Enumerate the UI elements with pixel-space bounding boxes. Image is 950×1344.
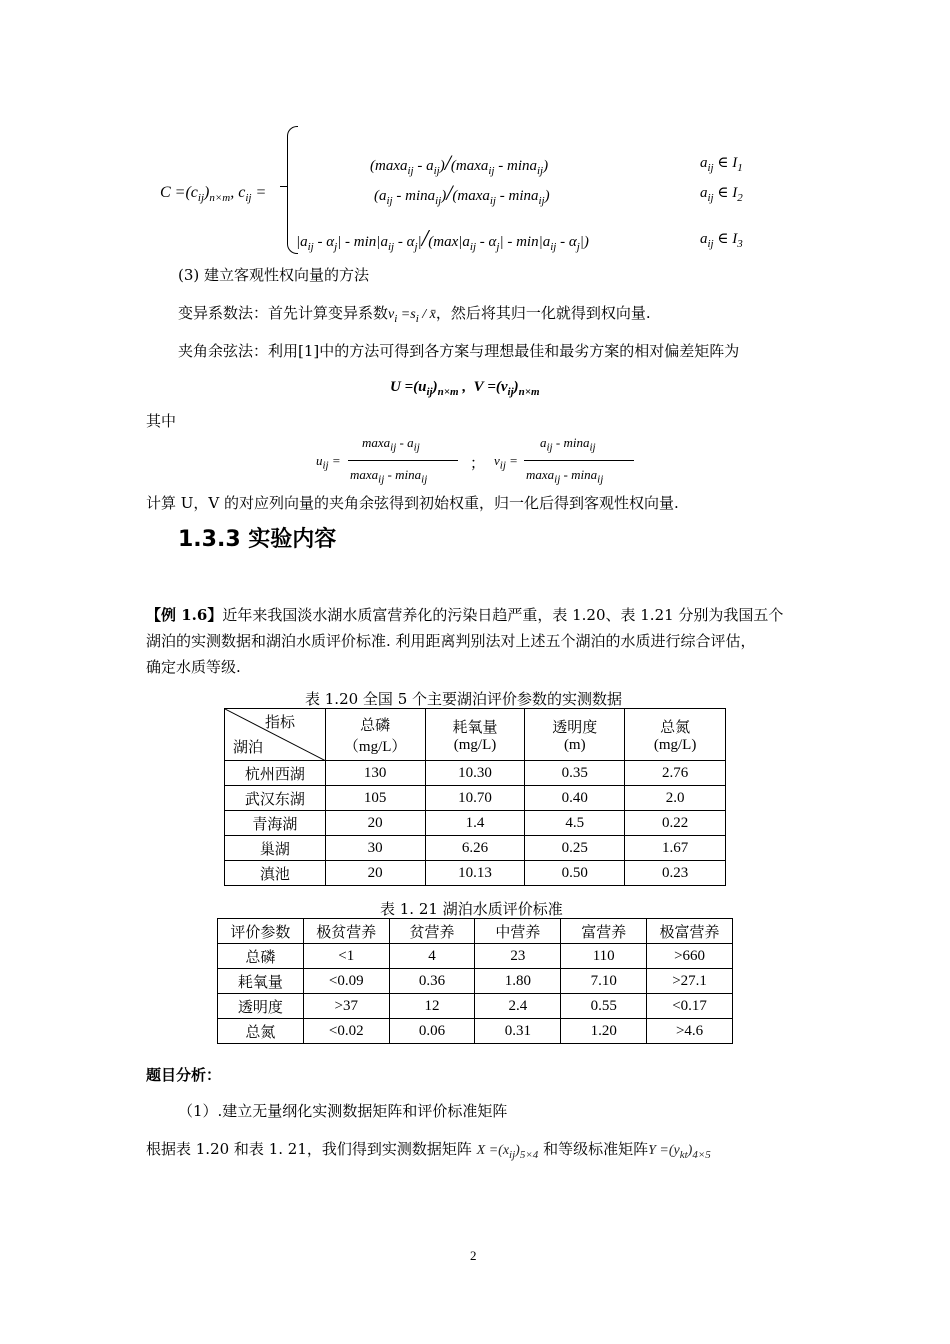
table-cell: >4.6 (647, 1019, 733, 1044)
table-row (218, 969, 733, 994)
formula-brace-tip (280, 186, 288, 187)
table-cell: 武汉东湖 (225, 786, 326, 811)
table-cell: 1.20 (561, 1019, 647, 1044)
uv-formula: $U =(u_{ij})_{n\times m}$ , $V =(v_{ij})_{n\times m}$ (390, 379, 540, 398)
table-cell: 4.5 (525, 811, 625, 836)
formula-row3: $|a_{ij} - \alpha_j| - \min|a_{ij} - \alpha_j|/(\max|a_{ij} - \alpha_j| - \min|a_{ij} - \alpha_j|)$ (296, 226, 589, 253)
table-cell: 6.26 (425, 836, 525, 861)
example-tag: 【例 1.6】 (146, 606, 223, 624)
table-cell: 1.80 (475, 969, 561, 994)
analysis-title: 题目分析： (146, 1066, 222, 1084)
table-cell: 110 (561, 944, 647, 969)
formula-row3-cond: $a_{ij}$ ∈ $I_3$ (700, 231, 743, 250)
table2-header-row (218, 919, 733, 944)
table-header-cell: 中营养 (475, 919, 561, 944)
table1-header-cell: 总磷 （mg/L） (325, 709, 425, 761)
table-row (225, 836, 726, 861)
table-cell: 20 (325, 861, 425, 886)
table-cell: 青海湖 (225, 811, 326, 836)
table-header-cell: 极富营养 (647, 919, 733, 944)
table1-corner-cell (225, 709, 326, 761)
table-cell: 10.13 (425, 861, 525, 886)
v-def-lhs: $v_{ij}$ = (494, 453, 518, 472)
analysis-line: 根据表 1.20 和表 1. 21，我们得到实测数据矩阵 $X =(x_{ij})_{5\times 4}$ 和等级标准矩阵$Y =(y_{kt})_{4\times 5}$ (146, 1140, 711, 1161)
calc-line: 计算 U，V 的对应列向量的夹角余弦得到初始权重，归一化后得到客观性权向量. (146, 494, 679, 512)
table-cell: 0.23 (625, 861, 726, 886)
table-cell: 23 (475, 944, 561, 969)
table-cell: 透明度 (218, 994, 304, 1019)
table-cell: 1.67 (625, 836, 726, 861)
table-cell: 总氮 (218, 1019, 304, 1044)
y-matrix-formula: $Y =(y_{kt})_{4\times 5}$ (648, 1143, 711, 1161)
example-line3: 确定水质等级. (146, 658, 241, 676)
formula-c-lhs: $C =(c_{ij})_{n\times m}$, $c_{ij}$ = (160, 184, 267, 205)
table-cell: 巢湖 (225, 836, 326, 861)
cv-line: 变异系数法：首先计算变异系数$v_i =s_i$ / x̄，然后将其归一化就得到权向量. (178, 304, 651, 325)
formula-row2: $(a_{ij} - \min a_{ij})/(\max a_{ij} - \min a_{ij})$ (374, 180, 550, 207)
u-def-fraction-bar (348, 460, 458, 461)
table-cell: 10.70 (425, 786, 525, 811)
page-number: 2 (470, 1248, 477, 1263)
table-row (225, 761, 726, 786)
section3-heading: (3) 建立客观性权向量的方法 (178, 266, 370, 284)
table-row (225, 786, 726, 811)
table-cell: >660 (647, 944, 733, 969)
table-cell: >27.1 (647, 969, 733, 994)
cos-line: 夹角余弦法：利用[1]中的方法可得到各方案与理想最佳和最劣方案的相对偏差矩阵为 (178, 342, 740, 360)
table-cell: 0.35 (525, 761, 625, 786)
table2 (217, 918, 733, 1044)
table-header-cell: 极贫营养 (303, 919, 389, 944)
table-cell: 总磷 (218, 944, 304, 969)
table-cell: 10.30 (425, 761, 525, 786)
table-cell: 130 (325, 761, 425, 786)
table-header-cell: 评价参数 (218, 919, 304, 944)
where-label: 其中 (146, 412, 177, 430)
v-def-den: maxa$_{ij}$ - mina$_{ij}$ (526, 467, 604, 486)
table-cell: 2.76 (625, 761, 726, 786)
table-cell: 7.10 (561, 969, 647, 994)
table-row (218, 994, 733, 1019)
table-cell: <1 (303, 944, 389, 969)
table-cell: 2.4 (475, 994, 561, 1019)
uv-separator: ； (470, 454, 486, 472)
table-cell: 30 (325, 836, 425, 861)
table-row (218, 944, 733, 969)
table-cell: 2.0 (625, 786, 726, 811)
table1-corner-top: 指标 (265, 715, 296, 731)
u-def-lhs: $u_{ij}$ = (316, 453, 341, 472)
formula-row2-cond: $a_{ij}$ ∈ $I_2$ (700, 185, 743, 204)
example-line1: 【例 1.6】近年来我国淡水湖水质富营养化的污染日趋严重，表 1.20、表 1.21 分别为我国五个 (146, 606, 784, 624)
table-cell: 0.25 (525, 836, 625, 861)
table-cell: 0.36 (389, 969, 475, 994)
example-line2: 湖泊的实测数据和湖泊水质评价标准. 利用距离判别法对上述五个湖泊的水质进行综合评估， (146, 632, 756, 650)
formula-row1-cond: $a_{ij}$ ∈ $I_1$ (700, 155, 743, 174)
table-cell: 滇池 (225, 861, 326, 886)
table1-header-cell: 耗氧量 (mg/L) (425, 709, 525, 761)
table-cell: 105 (325, 786, 425, 811)
table1 (224, 708, 726, 886)
table-cell: <0.09 (303, 969, 389, 994)
table-row (218, 1019, 733, 1044)
table-cell: 4 (389, 944, 475, 969)
table1-corner-bottom: 湖泊 (233, 740, 264, 756)
table-cell: 0.40 (525, 786, 625, 811)
x-matrix-formula: $X =(x_{ij})_{5\times 4}$ (476, 1143, 539, 1161)
table-cell: <0.02 (303, 1019, 389, 1044)
table-header-cell: 富营养 (561, 919, 647, 944)
table-cell: 0.31 (475, 1019, 561, 1044)
table2-caption: 表 1. 21 湖泊水质评价标准 (380, 900, 563, 918)
table1-header-row (225, 709, 726, 761)
table-cell: 杭州西湖 (225, 761, 326, 786)
table-cell: 0.50 (525, 861, 625, 886)
u-def-den: maxa$_{ij}$ - mina$_{ij}$ (350, 467, 428, 486)
table1-header-cell: 透明度 (m) (525, 709, 625, 761)
v-def-num: $a_{ij} - \min a_{ij}$ (540, 435, 596, 454)
table-cell: 0.22 (625, 811, 726, 836)
v-def-fraction-bar (524, 460, 634, 461)
table-cell: 1.4 (425, 811, 525, 836)
table-cell: >37 (303, 994, 389, 1019)
table1-caption: 表 1.20 全国 5 个主要湖泊评价参数的实测数据 (305, 690, 623, 708)
formula-row1: $(\max a_{ij} - a_{ij})/(\max a_{ij} - \min a_{ij})$ (370, 150, 549, 177)
table1-header-cell: 总氮 (mg/L) (625, 709, 726, 761)
analysis-step1: （1）.建立无量纲化实测数据矩阵和评价标准矩阵 (178, 1102, 508, 1120)
table-cell: 耗氧量 (218, 969, 304, 994)
table-row (225, 861, 726, 886)
table-cell: 0.55 (561, 994, 647, 1019)
table-header-cell: 贫营养 (389, 919, 475, 944)
table-cell: <0.17 (647, 994, 733, 1019)
table-cell: 0.06 (389, 1019, 475, 1044)
table-row (225, 811, 726, 836)
section-title: 1.3.3 实验内容 (178, 527, 337, 552)
table-cell: 20 (325, 811, 425, 836)
u-def-num: $\max a_{ij} - a_{ij}$ (362, 435, 420, 454)
table-cell: 12 (389, 994, 475, 1019)
